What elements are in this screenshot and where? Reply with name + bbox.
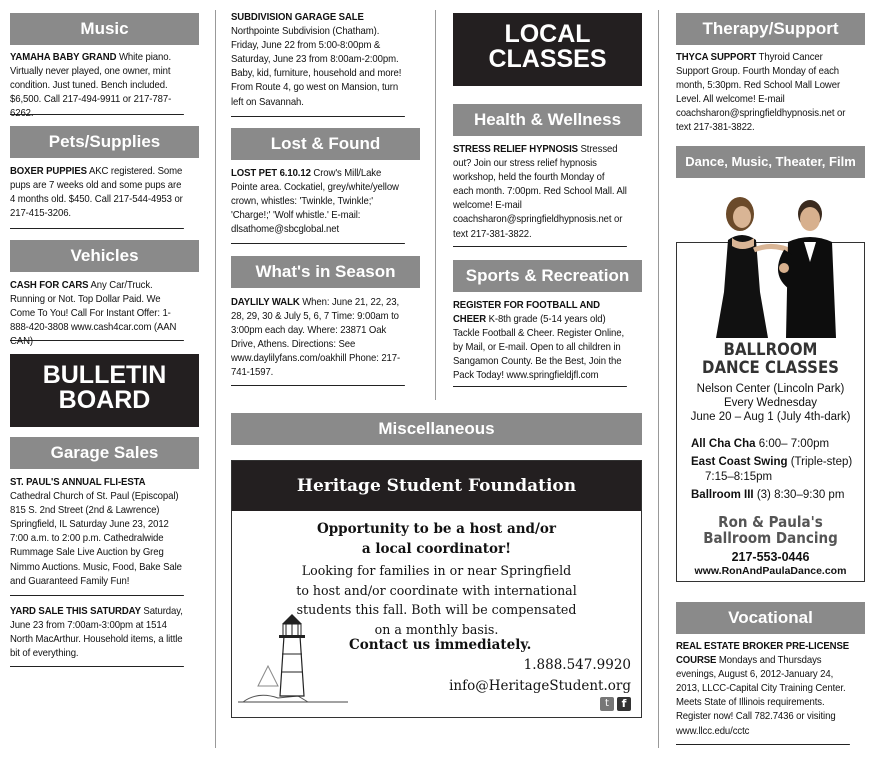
football-listing — [453, 299, 627, 387]
ad-title-bar — [232, 461, 641, 511]
studio-line: Ballroom Dancing — [703, 529, 838, 547]
studio-phone: 217-553-0446 — [731, 550, 810, 564]
vehicles-header: Vehicles — [10, 240, 199, 272]
listing-body: AKC registered. Some pups are 7 weeks old and some pups are 4 months old. $450. Call 217-544-4953 or 217-415-3206. — [10, 166, 183, 220]
daylily-listing — [231, 296, 405, 386]
class-name: Ballroom III — [691, 489, 754, 501]
social-icons — [600, 697, 631, 711]
listing-title: THYCA SUPPORT — [676, 52, 757, 63]
facebook-icon[interactable]: f — [617, 697, 631, 711]
ballroom-dates: June 20 – Aug 1 (July 4th-dark) — [690, 411, 851, 423]
studio-website: www.RonAndPaulaDance.com — [694, 565, 847, 577]
ad-title: Heritage Student Foundation — [296, 476, 577, 496]
dancers-photo — [698, 192, 848, 338]
class-time: 7:15–8:15pm — [705, 471, 773, 483]
ad-headline-1: Opportunity to be a host and/or — [316, 521, 557, 537]
listing-body: Crow's Mill/Lake Pointe area. Cockatiel, grey/white/yellow crown, whistles: 'Twinkle, Twinkle;' 'Charge!;' 'Wolf whistle.' E-mail: dlsathome@sbcglobal.net — [231, 168, 399, 236]
ad-headline-2: a local coordinator! — [361, 541, 512, 557]
listing-title: STRESS RELIEF HYPNOSIS — [453, 144, 578, 155]
ad-phone: 1.888.547.9920 — [523, 657, 631, 673]
garage-listing-2 — [10, 605, 184, 667]
listing-body: Mondays and Thursdays evenings, August 6, 2012-January 24, 2013, LLCC-Capital City Training Center. Meets State of Illinois requirements. Register now! Call 782.7436 or visiting www.llcc.edu/cctc — [676, 655, 846, 737]
garage-sales-header: Garage Sales — [10, 437, 199, 469]
local-classes-banner — [453, 13, 642, 86]
listing-body: Thyroid Cancer Support Group. Fourth Monday of each month, 5:30pm. Red School Mall Lower Level. All welcome! E-mail coachsharon@springfieldhypnosis.net or text 217-381-3822. — [676, 52, 846, 134]
bulletin-line-2: BOARD — [58, 386, 151, 414]
ad-body-line: students this fall. Both will be compensated — [296, 602, 577, 617]
sports-recreation-header: Sports & Recreation — [453, 260, 642, 292]
listing-body: Saturday, June 23 from 7:00am-3:00pm at 1514 North MacArthur. Household items, a little bit of everything. — [10, 606, 183, 660]
vehicles-listing — [10, 279, 184, 348]
studio-line: Ron & Paula's — [718, 513, 823, 531]
listing-title: LOST PET 6.10.12 — [231, 168, 311, 179]
column-divider — [435, 10, 436, 400]
ballroom-title — [688, 341, 853, 377]
column-divider — [658, 10, 659, 748]
listing-body: Cathedral Church of St. Paul (Episcopal) 815 S. 2nd Street (2nd & Lawrence) Springfield, IL Saturday June 23, 2012 7:00 a.m. to 2:00 p.m. Cathedralwide Rummage Sale Live Auction by Greg Nimmo Auctions. Music, Food, Bake Sale and Guaranteed Family Fun! — [10, 491, 182, 587]
listing-title: DAYLILY WALK — [231, 297, 300, 308]
listing-body: Stressed out? Join our stress relief hypnosis workshop, held the fourth Monday of each month. 7:00pm. Red School Mall. All welcome! E-mail coachsharon@springfieldhypnosis.net or text 217-381-3822. — [453, 144, 627, 240]
listing-title: YAMAHA BABY GRAND — [10, 52, 117, 63]
pets-listing — [10, 165, 184, 229]
bulletin-board-banner — [10, 354, 199, 427]
ballroom-place: Nelson Center (Lincoln Park) — [696, 383, 845, 395]
listing-title: CASH FOR CARS — [10, 280, 89, 291]
dance-header: Dance, Music, Theater, Film — [676, 146, 865, 178]
ballroom-schedule — [691, 437, 861, 503]
ad-body-line: Looking for families in or near Springfield — [301, 563, 572, 578]
listing-title: ST. PAUL'S ANNUAL FLI-ESTA — [10, 477, 146, 488]
local-line-1: LOCAL — [504, 20, 591, 48]
listing-body: Any Car/Truck. Running or Not. Top Dollar Paid. We Come To You! Call For Instant Offer: 1-888-420-3808 www.cash4car.com (AAN CAN) — [10, 280, 177, 348]
class-row — [691, 437, 861, 452]
heritage-ad — [231, 460, 642, 718]
ad-body-line: on a monthly basis. — [374, 621, 499, 637]
therapy-support-header: Therapy/Support — [676, 13, 865, 45]
listing-title: YARD SALE THIS SATURDAY — [10, 606, 141, 617]
health-wellness-header: Health & Wellness — [453, 104, 642, 136]
music-header: Music — [10, 13, 199, 45]
miscellaneous-header: Miscellaneous — [231, 413, 642, 445]
column-divider — [215, 10, 216, 748]
ballroom-title-line: DANCE CLASSES — [702, 358, 839, 378]
listing-body: K-8th grade (5-14 years old) Tackle Football & Cheer. Register Online, by Mail, or E-mail. Open to all children in Sangamon County. Be the Best, Join the Pack Today! www.springfieldjfl.com — [453, 314, 625, 382]
class-name: All Cha Cha — [691, 438, 756, 450]
listing-body: Northpointe Subdivision (Chatham). Friday, June 22 from 5:00-8:00pm & Saturday, June 23 from 8:00am-2:00pm. Baby, kid, furniture, household and more! From Route 4, go west on Mansion, turn left on Savannah. — [231, 26, 402, 108]
class-row — [691, 488, 861, 503]
lost-found-header: Lost & Found — [231, 128, 420, 160]
class-time: (Triple-step) — [787, 456, 853, 468]
ad-email: info@HeritageStudent.org — [449, 678, 631, 694]
pets-header: Pets/Supplies — [10, 126, 199, 158]
whats-in-season-header: What's in Season — [231, 256, 420, 288]
ad-contact: Contact us immediately. — [349, 637, 532, 653]
ad-headline — [232, 519, 641, 559]
ballroom-frequency: Every Wednesday — [723, 397, 818, 409]
listing-title: REGISTER FOR FOOTBALL AND CHEER — [453, 300, 600, 326]
ad-body-line: to host and/or coordinate with international — [296, 582, 577, 598]
ballroom-info — [677, 382, 864, 424]
listing-body: When: June 21, 22, 23, 28, 29, 30 & July 5, 6, 7 Time: 9:00am to 3:00pm each day. Where: 23871 Oak Drive, Athens. Directions: See www.daylilyfans.com/oakhill Phone: 217-741-1597. — [231, 297, 401, 379]
studio-name — [686, 514, 854, 546]
class-row — [691, 455, 861, 470]
garage-listing-1 — [10, 476, 184, 596]
thyca-listing — [676, 51, 850, 141]
twitter-icon[interactable]: t — [600, 697, 614, 711]
listing-title: SUBDIVISION GARAGE SALE — [231, 12, 364, 23]
listing-body: White piano. Virtually never played, one owner, mint condition. Just tuned. Bench included. $6,500. Call 217-494-9911 or 217-787-6262. — [10, 52, 172, 120]
hypnosis-listing — [453, 143, 627, 247]
listing-title: BOXER PUPPIES — [10, 166, 87, 177]
subdivision-listing — [231, 11, 405, 117]
class-row — [691, 470, 861, 485]
listing-title: REAL ESTATE BROKER PRE-LICENSE COURSE — [676, 641, 850, 667]
vocational-header: Vocational — [676, 602, 865, 634]
class-time: 6:00– 7:00pm — [755, 438, 830, 450]
lighthouse-icon — [238, 606, 358, 716]
class-time: (3) 8:30–9:30 pm — [753, 489, 845, 501]
bulletin-line-1: BULLETIN — [42, 361, 167, 389]
music-listing — [10, 51, 184, 120]
ballroom-title-line: BALLROOM — [723, 340, 818, 360]
real-estate-listing — [676, 640, 850, 745]
class-name: East Coast Swing — [691, 456, 788, 468]
local-line-2: CLASSES — [488, 45, 607, 73]
lost-listing — [231, 167, 405, 244]
